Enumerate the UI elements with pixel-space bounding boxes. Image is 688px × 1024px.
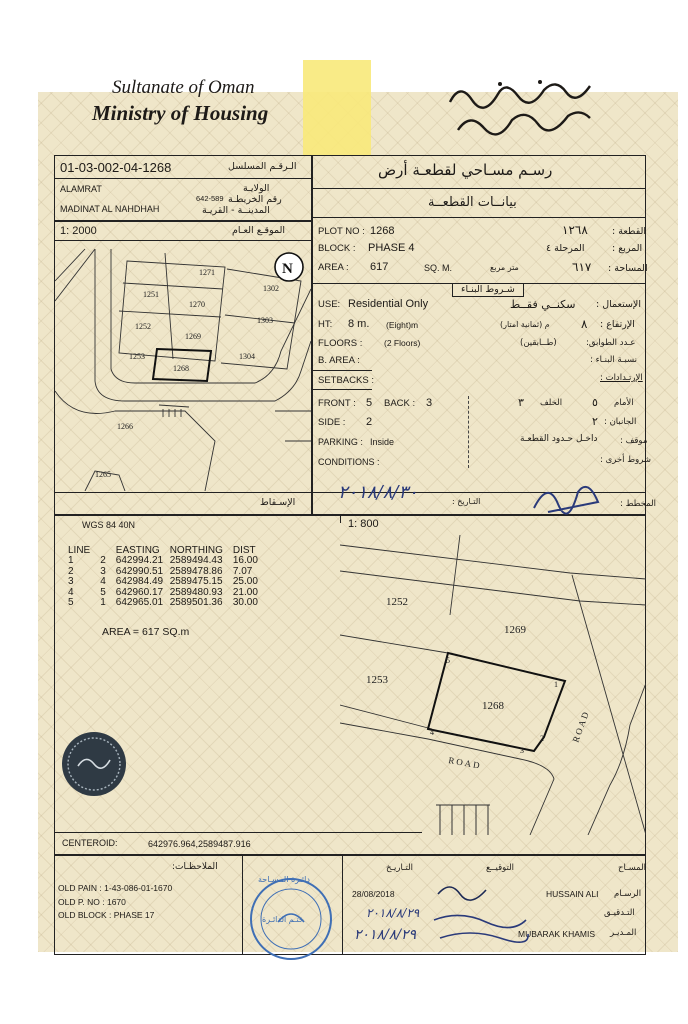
note-old-pain: OLD PAIN : 1-43-086-01-1670 (58, 883, 173, 893)
table-cell: 3 (100, 565, 106, 577)
side-label-ar: الجانبان : (604, 417, 637, 427)
coordinates-table (68, 545, 266, 609)
setbacks-label-ar: الإرتـدادات : (600, 373, 643, 383)
area-label-ar: المساحة : (608, 263, 648, 274)
front-value: 5 (366, 397, 373, 409)
table-cell: 4 (100, 576, 106, 587)
overview-plot-label: 1269 (185, 332, 201, 341)
block-label-ar: المربع : (612, 243, 643, 254)
area-unit-ar: متر مربع (490, 263, 519, 272)
map-number-label-ar: رقم الخريطـة (228, 194, 282, 205)
detail-plot-label: 1269 (504, 624, 526, 636)
table-cell: 5 (100, 586, 106, 598)
block-ar: المرحلة ٤ (546, 243, 585, 254)
north-label: N (282, 261, 293, 277)
overview-plot-label: 1253 (129, 352, 145, 361)
back-label-ar: الخلف (540, 398, 563, 408)
plot-label-ar: القطعة : (612, 226, 647, 237)
conditions-label-ar: شروط أخرى : (600, 455, 652, 465)
projection-label-ar: الإسـقاط (260, 497, 296, 508)
signature-heading-ar: التوقيــع (486, 863, 515, 873)
table-cell: 21.00 (232, 586, 258, 598)
table-cell: 642984.49 (115, 576, 164, 587)
draftsman-name: HUSSAIN ALI (546, 889, 599, 899)
front-label-ar: الأمام (614, 398, 634, 408)
column-header: NORTHING (169, 545, 223, 556)
table-cell: 30.00 (232, 597, 258, 608)
stamp-bottom-ar: ختـم الدائـرة (262, 915, 304, 924)
date-label-ar: التـاريخ : (452, 497, 481, 506)
detail-plot-label: 1253 (366, 674, 388, 686)
vertex-label: 1 (554, 680, 558, 689)
table-cell: 2589478.86 (169, 565, 223, 577)
floors-label-ar: عـدد الطوابق: (586, 338, 636, 348)
floors-label: FLOORS : (318, 338, 363, 349)
parking-value: Inside (370, 437, 395, 447)
back-value: 3 (426, 397, 433, 409)
parking-label-ar: موقف : (620, 436, 648, 446)
table-cell: 4 (68, 586, 74, 598)
header-ministry: Ministry of Housing (92, 101, 269, 125)
overview-scale: 1: 2000 (60, 225, 97, 237)
serial-number: 01-03-002-04-1268 (60, 160, 172, 175)
map-number: 642-589 (196, 194, 224, 203)
note-old-block: OLD BLOCK : PHASE 17 (58, 910, 155, 920)
datum: WGS 84 40N (82, 520, 136, 530)
plot-no-ar: ١٢٦٨ (562, 223, 588, 237)
detail-plot-label: 1252 (386, 596, 408, 608)
overview-plot-label: 1270 (189, 300, 205, 309)
table-cell: 2 (100, 555, 106, 566)
height-ar: ٨ (581, 317, 588, 331)
block-value: PHASE 4 (368, 242, 415, 254)
overview-plot-label: 1265 (95, 470, 111, 479)
overview-plot-label: 1271 (199, 268, 215, 277)
area-label: AREA : (318, 262, 349, 273)
overview-plot-label: 1304 (239, 352, 255, 361)
table-cell: 16.00 (232, 555, 258, 566)
overview-plot-label: 1302 (263, 284, 279, 293)
floors-ar: (طــابقين) (520, 338, 557, 348)
table-row (68, 577, 266, 588)
overview-plot-label: 1303 (257, 316, 273, 325)
footer-box (54, 855, 646, 955)
parking-ar: داخـل حـدود القطعـة (520, 434, 598, 444)
column-header: DIST (232, 545, 256, 556)
conditions-label: CONDITIONS : (318, 457, 380, 467)
notes-heading-ar: الملاحظـات: (172, 862, 218, 872)
overview-plot-label: 1268 (173, 364, 189, 373)
area-value: 617 (370, 261, 389, 273)
area-ar: ٦١٧ (572, 260, 592, 274)
director-name: MUBARAK KHAMIS (518, 929, 595, 939)
side-label: SIDE : (318, 417, 346, 428)
road-label: ROAD (447, 755, 483, 771)
header-country: Sultanate of Oman (112, 77, 255, 98)
detail-map (340, 535, 646, 835)
vertex-label: 4 (430, 728, 434, 737)
area-summary: AREA = 617 SQ.m (102, 626, 190, 638)
surveyor-label-ar: المسـاح (618, 863, 647, 873)
back-label: BACK : (384, 398, 416, 409)
use-ar: سكنــي فقــط (510, 298, 576, 311)
back-ar: ٣ (518, 396, 524, 409)
detail-plot-label: 1268 (482, 700, 504, 712)
draftsman-label-ar: الرسـام (614, 889, 642, 899)
side-value: 2 (366, 416, 373, 428)
floors-value: (2 Floors) (384, 338, 421, 348)
overview-map (55, 241, 311, 491)
planner-signature (528, 474, 608, 516)
height-label-ar: الإرتفاع : (600, 319, 635, 330)
wilayat: ALAMRAT (60, 184, 102, 194)
plot-data-heading-ar: بيانــات القطعــة (428, 195, 517, 210)
stamp-top-ar: دائـرة المسـاحة (258, 875, 310, 884)
building-area-label-ar: نسبـة البنـاء : (590, 355, 637, 365)
plot-no: 1268 (370, 225, 395, 237)
city: MADINAT AL NAHDHAH (60, 204, 160, 214)
vertex-label: 2 (540, 734, 544, 743)
overview-title-ar: الموقـع العـام (232, 225, 286, 236)
draftsman-date: 28/08/2018 (352, 889, 395, 899)
approval-date-handwritten: ٢٠١٨/٨/٣٠ (338, 482, 418, 503)
sticky-note (303, 60, 371, 156)
detail-scale: 1: 800 (348, 518, 379, 530)
table-cell: 1 (100, 597, 106, 608)
table-cell: 2589475.15 (169, 576, 223, 587)
table-cell: 642990.51 (115, 565, 164, 577)
signatures-handwritten (430, 880, 530, 946)
use-label: USE: (318, 299, 341, 310)
table-cell: 2589501.36 (169, 597, 223, 608)
director-label-ar: المـديـر (610, 928, 637, 938)
side-ar: ٢ (592, 415, 598, 428)
serial-label-ar: الـرقـم المسلسل (228, 161, 297, 172)
centeroid-value: 642976.964,2589487.916 (148, 839, 251, 849)
vertex-label: 3 (520, 746, 524, 755)
table-cell: 7.07 (232, 565, 253, 577)
block-label: BLOCK : (318, 243, 356, 254)
front-label: FRONT : (318, 398, 356, 409)
table-cell: 2589480.93 (169, 586, 223, 598)
height-words: (Eight)m (386, 320, 419, 330)
vertex-label: 5 (446, 656, 450, 665)
table-cell: 1 (68, 555, 74, 566)
table-cell: 3 (68, 576, 74, 587)
table-cell: 642965.01 (115, 597, 164, 608)
use-label-ar: الإستعمال : (596, 299, 641, 310)
table-cell: 5 (68, 597, 74, 608)
table-row (68, 556, 266, 567)
use-value: Residential Only (348, 298, 429, 310)
centeroid-label: CENTEROID: (62, 838, 118, 848)
building-area-label: B. AREA : (318, 355, 360, 366)
table-cell: 642960.17 (115, 586, 164, 598)
table-row (68, 598, 266, 609)
document-title-ar: رسـم مسـاحي لقطعـة أرض (378, 161, 553, 179)
area-unit: SQ. M. (424, 263, 453, 273)
column-header: LINE (68, 545, 91, 556)
column-header: EASTING (115, 545, 160, 556)
table-cell: 2589494.43 (169, 555, 223, 566)
note-old-plot: OLD P. NO : 1670 (58, 897, 126, 907)
checker-label-ar: التـدقيـق (604, 908, 635, 918)
front-ar: ٥ (592, 396, 598, 409)
height-label: HT: (318, 319, 333, 330)
plot-no-label: PLOT NO : (318, 226, 365, 237)
overview-plot-label: 1252 (135, 322, 151, 331)
height-words-ar: م (ثمانية امتار) (500, 320, 550, 329)
table-cell: 25.00 (232, 576, 258, 587)
height-value: 8 m. (348, 318, 370, 330)
table-cell: 2 (68, 565, 74, 577)
wilayat-label-ar: الولايـة (243, 183, 270, 194)
building-conditions-heading-ar: شـروط البنـاء (452, 283, 524, 297)
date-heading-ar: التـاريـخ (386, 863, 414, 873)
ministry-arabic-logo (440, 72, 600, 140)
setbacks-label: SETBACKS : (318, 375, 374, 386)
overview-plot-label: 1251 (143, 290, 159, 299)
overview-plot-label: 1266 (117, 422, 133, 431)
table-cell: 642994.21 (115, 555, 164, 566)
director-date-handwritten: ٢٠١٨/٨/٢٩ (354, 927, 417, 943)
planner-label-ar: المخطط : (620, 499, 656, 509)
road-label: ROAD (570, 708, 592, 744)
city-label-ar: المدينــة - القريـة (202, 205, 270, 216)
parking-label: PARKING : (318, 437, 363, 447)
checker-date-handwritten: ٢٠١٨/٨/٢٩ (366, 906, 420, 920)
ministry-seal (60, 730, 128, 798)
